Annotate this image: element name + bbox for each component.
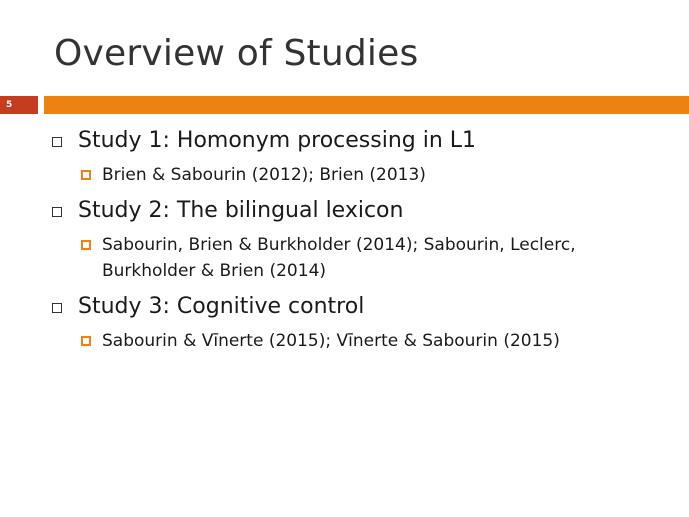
list-item-reference [52, 328, 652, 354]
reference-text: Brien & Sabourin (2012); Brien (2013) [102, 165, 426, 185]
list-item-study-3 [52, 292, 652, 322]
orange-square-bullet-icon [81, 240, 91, 250]
hollow-square-bullet-icon [52, 303, 62, 313]
orange-square-bullet-icon [81, 170, 91, 180]
list-item-study-2 [52, 196, 652, 226]
reference-text: Sabourin, Brien & Burkholder (2014); Sabourin, Leclerc, Burkholder & Brien (2014) [102, 235, 576, 281]
list-item-reference [52, 162, 652, 188]
study-label: Study 3: Cognitive control [78, 294, 365, 319]
accent-bar [44, 96, 689, 114]
hollow-square-bullet-icon [52, 207, 62, 217]
orange-square-bullet-icon [81, 336, 91, 346]
bullet-list [52, 126, 652, 362]
list-item-reference [52, 232, 652, 284]
slide-number-badge: 5 [0, 96, 38, 114]
study-label: Study 2: The bilingual lexicon [78, 198, 404, 223]
list-item-study-1 [52, 126, 652, 156]
study-label: Study 1: Homonym processing in L1 [78, 128, 477, 153]
hollow-square-bullet-icon [52, 137, 62, 147]
slide-title: Overview of Studies [54, 33, 419, 74]
reference-text: Sabourin & Vīnerte (2015); Vīnerte & Sabourin (2015) [102, 331, 560, 351]
